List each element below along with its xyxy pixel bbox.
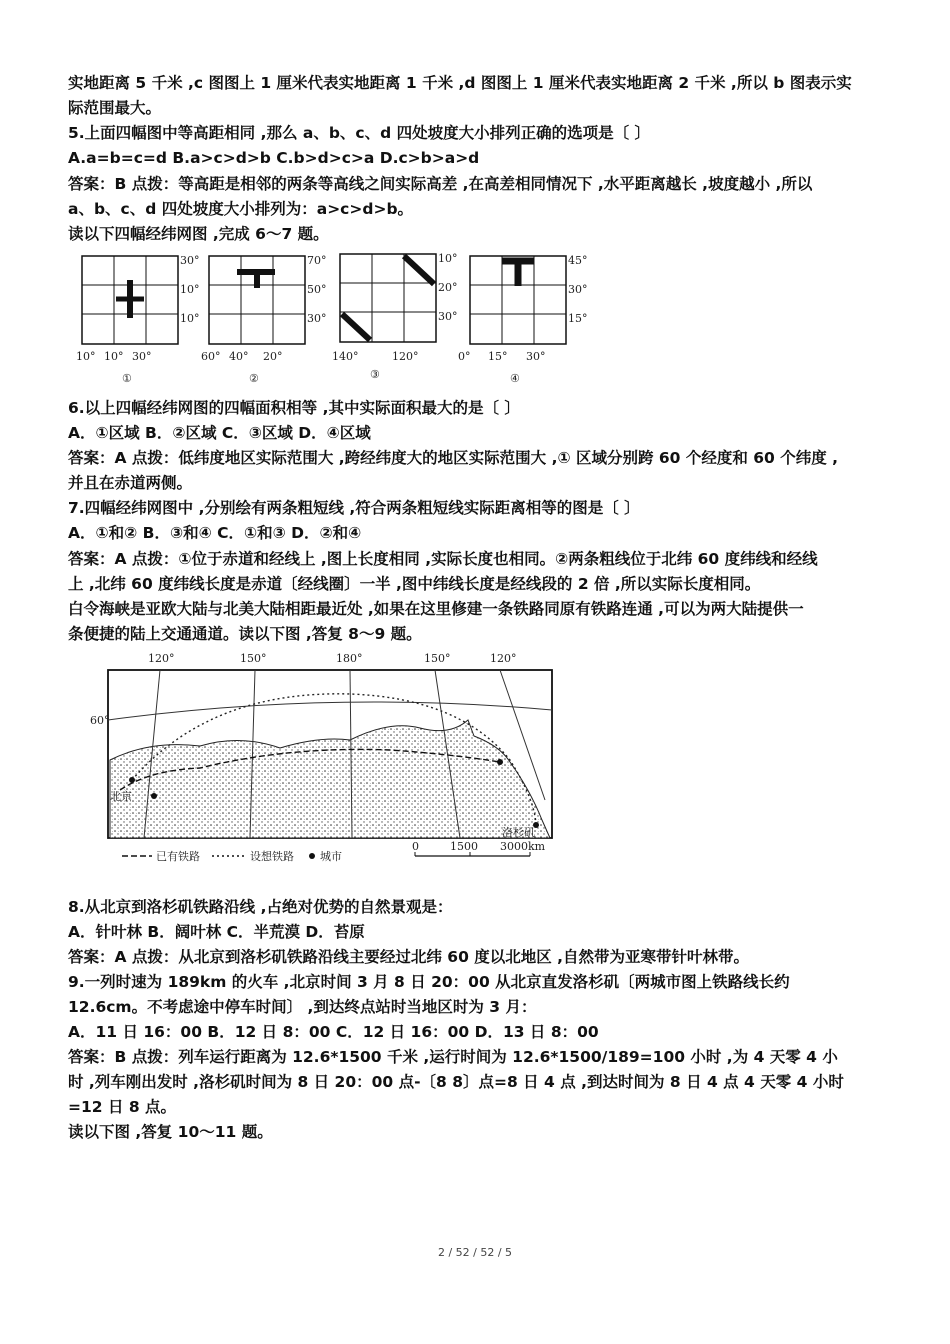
lon-label: 150° — [240, 652, 267, 665]
svg-text:15°: 15° — [488, 350, 508, 363]
question-5: 5.上面四幅图中等高距相同 ,那么 a、b、c、d 四处坡度大小排列正确的选项是〔 〕 — [68, 124, 650, 142]
lat-label: 30° — [180, 254, 200, 267]
question-9-options: A．11 日 16：00 B．12 日 8：00 C．12 日 16：00 D．13 日 8：00 — [68, 1023, 599, 1041]
question-9: 9.一列时速为 189km 的火车 ,北京时间 3 月 8 日 20：00 从北京直发洛杉矶〔两城市图上铁路线长约 — [68, 973, 790, 991]
bering-railway-map — [90, 650, 570, 872]
question-6-options: A．①区域 B．②区域 C．③区域 D．④区域 — [68, 424, 371, 442]
question-8-options: A．针叶林 B．阔叶林 C．半荒漠 D．苔原 — [68, 923, 365, 941]
lat-label: 10° — [180, 312, 200, 325]
text-line: 实地距离 5 千米 ,c 图图上 1 厘米代表实地距离 1 千米 ,d 图图上 1 厘米代表实地距离 2 千米 ,所以 b 图表示实 — [68, 74, 852, 92]
grid-3 — [332, 252, 458, 381]
city-dot — [497, 759, 503, 765]
lon-label: 120° — [148, 652, 175, 665]
legend-existing: 已有铁路 — [156, 850, 200, 863]
text-line: 际范围最大。 — [68, 99, 162, 117]
lon-label: 10° — [76, 350, 96, 363]
lat-label: 10° — [180, 283, 200, 296]
grid-4 — [458, 254, 588, 385]
question-7: 7.四幅经纬网图中 ,分别绘有两条粗短线 ,符合两条粗短线实际距离相等的图是〔 〕 — [68, 499, 640, 517]
thick-line — [404, 256, 434, 284]
grid-2 — [201, 254, 327, 385]
answer-7: 答案：A 点拨：①位于赤道和经线上 ,图上长度相同 ,实际长度也相同。②两条粗线位于北纬 60 度纬线和经线 — [68, 550, 818, 568]
intro-6-7: 读以下四幅经纬网图 ,完成 6～7 题。 — [68, 225, 329, 243]
lon-label: 30° — [132, 350, 152, 363]
svg-text:④: ④ — [510, 372, 520, 385]
answer-6-cont: 并且在赤道两侧。 — [68, 474, 193, 492]
answer-7-cont: 上 ,北纬 60 度纬线长度是赤道〔经线圈〕一半 ,图中纬线长度是经线段的 2 倍 ,所以实际长度相同。 — [68, 575, 761, 593]
city-dot — [151, 793, 157, 799]
svg-text:②: ② — [249, 372, 259, 385]
grid-number: ① — [122, 372, 132, 385]
lon-label: 120° — [490, 652, 517, 665]
svg-text:20°: 20° — [263, 350, 283, 363]
intro-10-11: 读以下图 ,答复 10～11 题。 — [68, 1123, 273, 1141]
los-angeles-label: 洛杉矶 — [502, 826, 535, 839]
lon-label: 150° — [424, 652, 451, 665]
scale-mid: 1500 — [450, 840, 478, 853]
svg-text:30°: 30° — [307, 312, 327, 325]
thick-line — [342, 314, 370, 340]
answer-5-cont: a、b、c、d 四处坡度大小排列为：a>c>d>b。 — [68, 200, 414, 218]
svg-text:③: ③ — [370, 368, 380, 381]
scale-end: 3000km — [500, 840, 546, 853]
svg-text:50°: 50° — [307, 283, 327, 296]
beijing-label: 北京 — [110, 790, 132, 803]
svg-text:10°: 10° — [438, 252, 458, 265]
graticule-figure — [68, 250, 608, 390]
question-9-cont: 12.6cm。不考虑途中停车时间〕 ,到达终点站时当地区时为 3 月： — [68, 998, 537, 1016]
answer-6: 答案：A 点拨：低纬度地区实际范围大 ,跨经纬度大的地区实际范围大 ,① 区域分别跨 60 个经度和 60 个纬度 , — [68, 449, 838, 467]
scale-zero: 0 — [412, 840, 419, 853]
legend-city: 城市 — [320, 850, 342, 863]
question-6: 6.以上四幅经纬网图的四幅面积相等 ,其中实际面积最大的是〔 〕 — [68, 399, 520, 417]
answer-9: 答案：B 点拨：列车运行距离为 12.6*1500 千米 ,运行时间为 12.6*1500/189=100 小时 ,为 4 天零 4 小 — [68, 1048, 838, 1066]
svg-text:140°: 140° — [332, 350, 359, 363]
svg-text:60°: 60° — [201, 350, 221, 363]
intro-8-9-cont: 条便捷的陆上交通通道。读以下图 ,答复 8～9 题。 — [68, 625, 422, 643]
svg-text:70°: 70° — [307, 254, 327, 267]
lat-label: 60° — [90, 714, 110, 727]
question-5-options: A.a=b=c=d B.a>c>d>b C.b>d>c>a D.c>b>a>d — [68, 149, 480, 167]
answer-5: 答案：B 点拨：等高距是相邻的两条等高线之间实际高差 ,在高差相同情况下 ,水平距离越长 ,坡度越小 ,所以 — [68, 175, 813, 193]
answer-8: 答案：A 点拨：从北京到洛杉矶铁路沿线主要经过北纬 60 度以北地区 ,自然带为亚寒带针叶林带。 — [68, 948, 750, 966]
question-8: 8.从北京到洛杉矶铁路沿线 ,占绝对优势的自然景观是： — [68, 898, 453, 916]
intro-8-9: 白令海峡是亚欧大陆与北美大陆相距最近处 ,如果在这里修建一条铁路同原有铁路连通 ,可以为两大陆提供一 — [68, 600, 804, 618]
page-footer: 2 / 52 / 52 / 5 — [437, 1246, 513, 1259]
svg-text:20°: 20° — [438, 281, 458, 294]
svg-text:0°: 0° — [458, 350, 471, 363]
svg-text:30°: 30° — [526, 350, 546, 363]
legend-planned: 设想铁路 — [250, 850, 294, 863]
svg-text:40°: 40° — [229, 350, 249, 363]
city-dot — [129, 777, 135, 783]
answer-9-cont: 时 ,列车刚出发时 ,洛杉矶时间为 8 日 20：00 点-〔8 8〕点=8 日 4 点 ,到达时间为 8 日 4 点 4 天零 4 小时 — [68, 1073, 844, 1091]
lon-label: 10° — [104, 350, 124, 363]
svg-text:120°: 120° — [392, 350, 419, 363]
svg-text:30°: 30° — [568, 283, 588, 296]
svg-text:30°: 30° — [438, 310, 458, 323]
answer-9-end: =12 日 8 点。 — [68, 1098, 177, 1116]
svg-text:45°: 45° — [568, 254, 588, 267]
svg-text:15°: 15° — [568, 312, 588, 325]
grid-1 — [76, 254, 200, 385]
lon-label: 180° — [336, 652, 363, 665]
question-7-options: A．①和② B．③和④ C．①和③ D．②和④ — [68, 524, 362, 542]
